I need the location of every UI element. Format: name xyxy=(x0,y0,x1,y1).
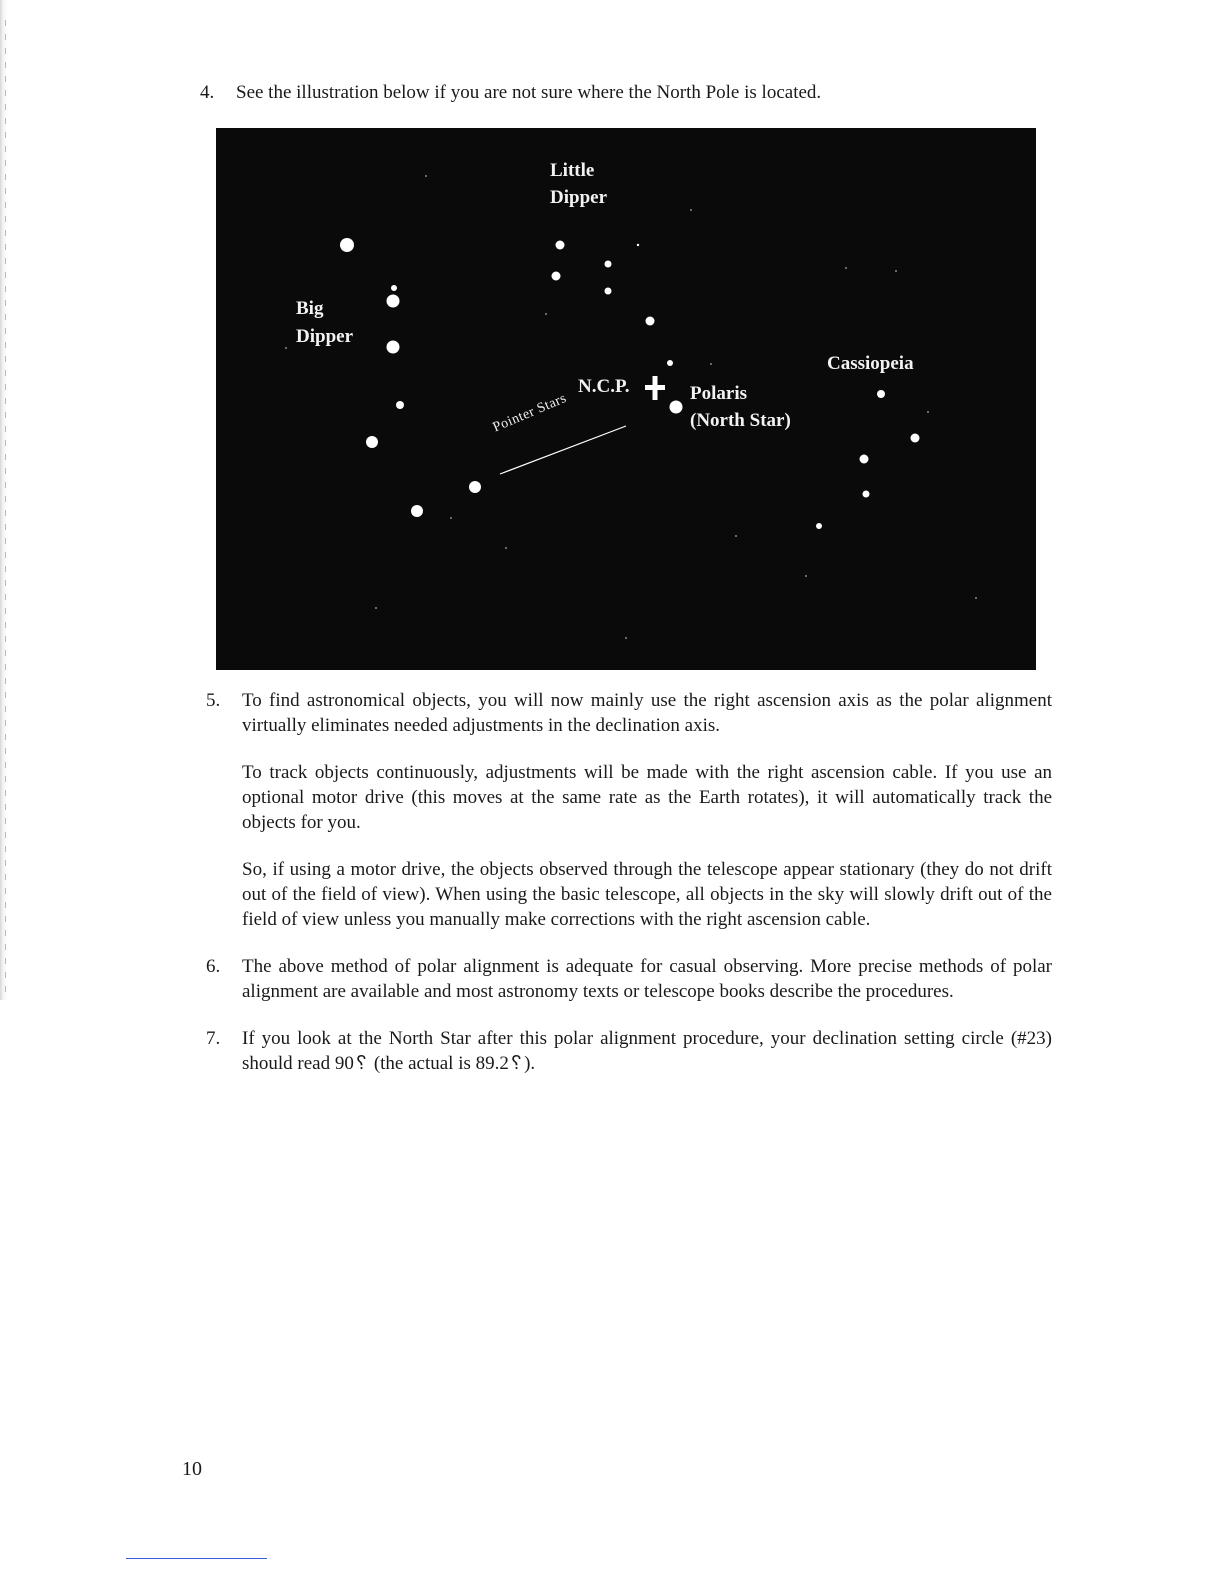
background-stars xyxy=(285,175,977,639)
list-item-6 xyxy=(200,954,1052,1004)
star-little-dipper xyxy=(556,241,565,250)
star-polaris xyxy=(670,401,683,414)
list-item-4 xyxy=(200,80,1060,106)
star-big-dipper xyxy=(387,341,400,354)
ncp-cross xyxy=(653,376,658,400)
star-big-dipper xyxy=(366,436,378,448)
paragraph: To track objects continuously, adjustments will be made with the right ascension cable. If you use an optional motor drive (this moves at the same rate as the Earth rotates), it will automatically track the objects for you. xyxy=(242,762,1052,833)
label-little-dipper-line2: Dipper xyxy=(550,187,607,208)
list-item-5 xyxy=(200,688,1052,932)
label-ncp: N.C.P. xyxy=(578,376,630,397)
label-pointer-stars: Pointer Stars xyxy=(490,390,569,436)
item-number: 6. xyxy=(206,956,221,977)
paragraph: To find astronomical objects, you will now mainly use the right ascension axis as the polar alignment virtually eliminates needed adjustments in the declination axis. xyxy=(242,690,1052,736)
label-little-dipper-line1: Little xyxy=(550,160,595,181)
star-little-dipper xyxy=(667,360,673,366)
pointer-line xyxy=(500,426,626,474)
item-number: 4. xyxy=(200,82,215,103)
star-little-dipper xyxy=(605,261,612,268)
item-number: 7. xyxy=(206,1028,221,1049)
label-north-star: (North Star) xyxy=(690,410,791,431)
item-number: 5. xyxy=(206,690,221,711)
star-cassiopeia xyxy=(911,434,920,443)
label-big-dipper-line1: Big xyxy=(296,298,324,319)
north-sky-illustration xyxy=(216,128,1036,670)
star-big-dipper xyxy=(387,295,400,308)
star-cassiopeia xyxy=(863,491,870,498)
star-big-dipper xyxy=(396,401,404,409)
instruction-list xyxy=(200,688,1052,1098)
item-text: See the illustration below if you are not sure where the North Pole is located. xyxy=(236,82,822,103)
paragraph: If you look at the North Star after this polar alignment procedure, your declination setting circle (#23) should read 90␦ (the actual is 89.2␦). xyxy=(242,1028,1052,1074)
paragraph: So, if using a motor drive, the objects observed through the telescope appear stationary (they do not drift out of the field of view). When using the basic telescope, all objects in the sky will slowly drift out of the field of view unless you manually make corrections with the right ascension cable. xyxy=(242,859,1052,930)
scan-edge xyxy=(0,0,14,1000)
star-cassiopeia xyxy=(860,455,869,464)
star-little-dipper xyxy=(637,244,639,246)
paragraph: The above method of polar alignment is adequate for casual observing. More precise methods of polar alignment are available and most astronomy texts or telescope books describe the procedures. xyxy=(242,956,1052,1002)
star-big-dipper xyxy=(411,505,423,517)
star-cassiopeia xyxy=(816,523,822,529)
footer-rule xyxy=(126,1558,267,1559)
page-number: 10 xyxy=(182,1458,202,1480)
list-item-7 xyxy=(200,1026,1052,1076)
label-cassiopeia: Cassiopeia xyxy=(827,353,914,374)
star-little-dipper xyxy=(605,288,612,295)
label-polaris: Polaris xyxy=(690,383,747,404)
star-little-dipper xyxy=(552,272,561,281)
star-little-dipper xyxy=(646,317,655,326)
star-big-dipper xyxy=(340,238,354,252)
label-big-dipper-line2: Dipper xyxy=(296,326,353,347)
star-cassiopeia xyxy=(877,390,885,398)
star-pointer xyxy=(469,481,481,493)
star-big-dipper xyxy=(391,285,397,291)
